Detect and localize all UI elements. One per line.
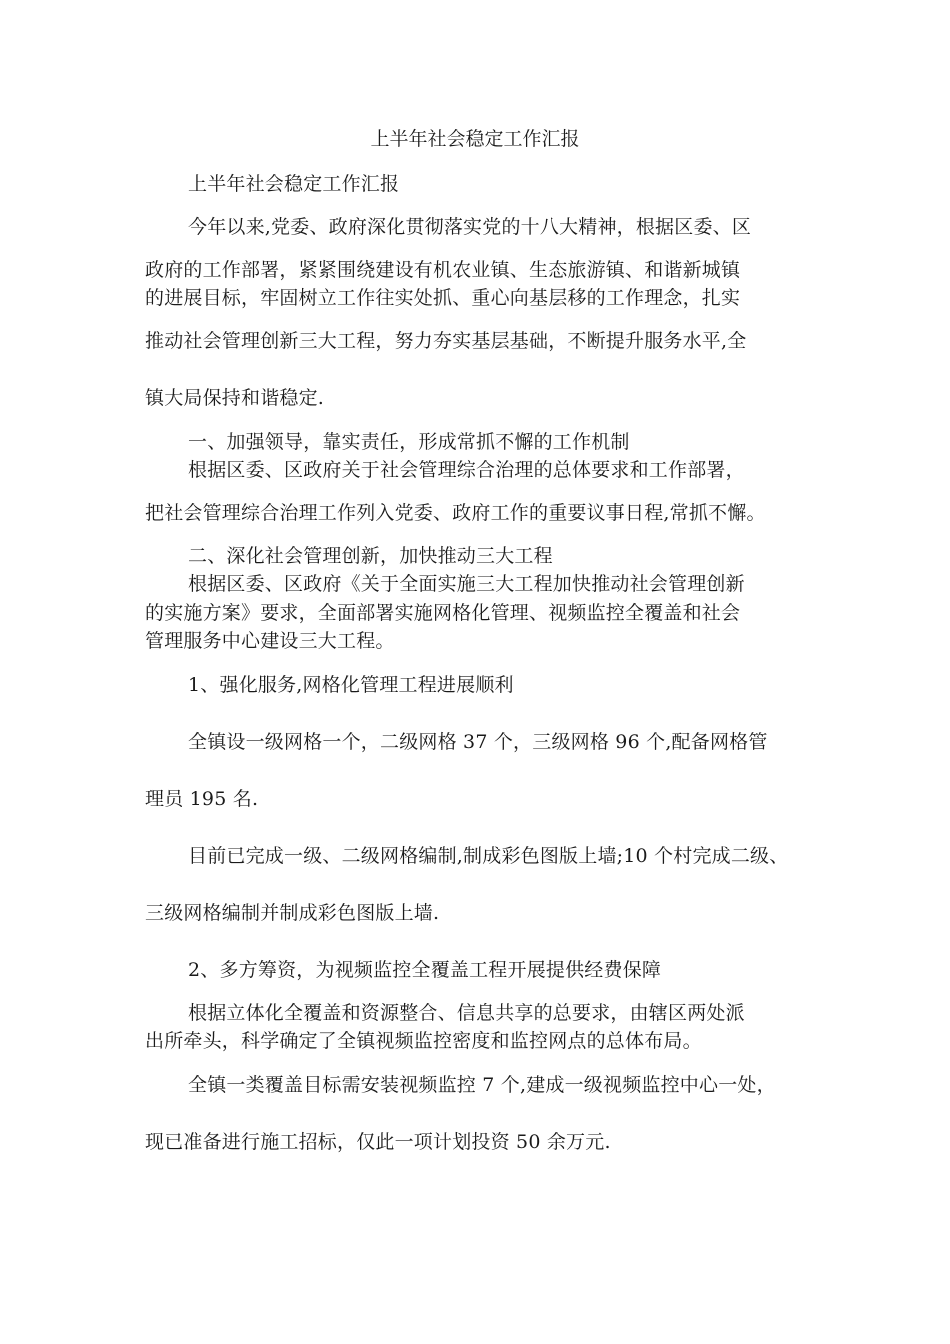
subtitle-line: 上半年社会稳定工作汇报 (188, 173, 400, 195)
paragraph-line: 全镇设一级网格一个，二级网格 37 个，三级网格 96 个,配备网格管 (188, 731, 768, 753)
subsection-heading: 1、强化服务,网格化管理工程进展顺利 (188, 674, 514, 696)
paragraph-line: 理员 195 名. (145, 788, 259, 810)
paragraph-line: 现已准备进行施工招标，仅此一项计划投资 50 余万元. (145, 1131, 611, 1153)
paragraph-line: 目前已完成一级、二级网格编制,制成彩色图版上墙;10 个村完成二级、 (188, 845, 789, 867)
paragraph-line: 出所牵头，科学确定了全镇视频监控密度和监控网点的总体布局。 (145, 1030, 702, 1052)
paragraph-line: 根据区委、区政府关于社会管理综合治理的总体要求和工作部署， (188, 459, 745, 481)
section-heading: 一、加强领导，靠实责任，形成常抓不懈的工作机制 (188, 431, 630, 453)
paragraph-line: 三级网格编制并制成彩色图版上墙. (145, 902, 440, 924)
paragraph-line: 推动社会管理创新三大工程，努力夯实基层基础，不断提升服务水平,全 (145, 330, 747, 352)
paragraph-line: 的进展目标，牢固树立工作往实处抓、重心向基层移的工作理念，扎实 (145, 287, 741, 309)
paragraph-line: 今年以来,党委、政府深化贯彻落实党的十八大精神，根据区委、区 (188, 216, 752, 238)
document-title: 上半年社会稳定工作汇报 (370, 128, 580, 150)
paragraph-line: 镇大局保持和谐稳定. (145, 387, 325, 409)
paragraph-line: 全镇一类覆盖目标需安装视频监控 7 个,建成一级视频监控中心一处， (188, 1074, 776, 1096)
paragraph-line: 政府的工作部署，紧紧围绕建设有机农业镇、生态旅游镇、和谐新城镇 (145, 259, 741, 281)
paragraph-line: 的实施方案》要求，全面部署实施网格化管理、视频监控全覆盖和社会 (145, 602, 741, 624)
paragraph-line: 管理服务中心建设三大工程。 (145, 630, 395, 652)
paragraph-line: 根据区委、区政府《关于全面实施三大工程加快推动社会管理创新 (188, 573, 745, 595)
paragraph-line: 根据立体化全覆盖和资源整合、信息共享的总要求，由辖区两处派 (188, 1002, 745, 1024)
paragraph-line: 把社会管理综合治理工作列入党委、政府工作的重要议事日程,常抓不懈。 (145, 502, 766, 524)
subsection-heading: 2、多方筹资，为视频监控全覆盖工程开展提供经费保障 (188, 959, 662, 981)
section-heading: 二、深化社会管理创新，加快推动三大工程 (188, 545, 553, 567)
